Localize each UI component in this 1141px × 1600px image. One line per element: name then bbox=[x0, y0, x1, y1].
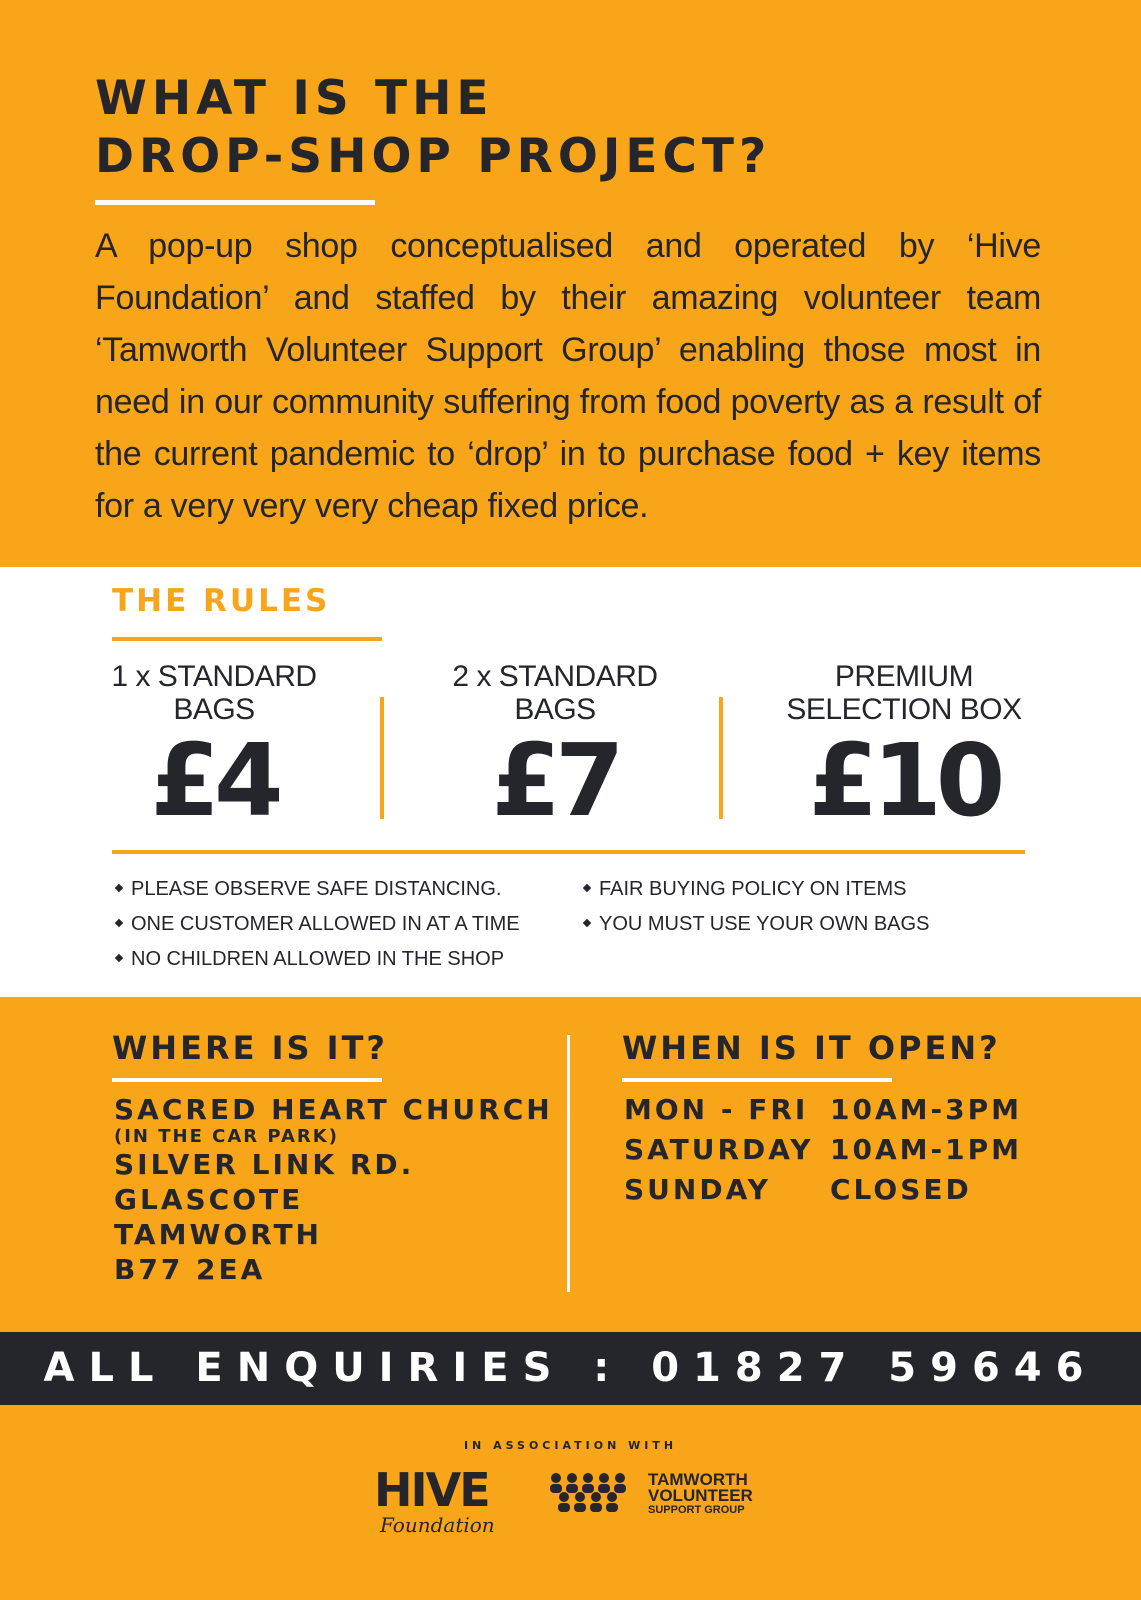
where-underline bbox=[112, 1078, 382, 1082]
address-note: (IN THE CAR PARK) bbox=[114, 1126, 339, 1147]
price-divider bbox=[380, 697, 384, 819]
where-title: WHERE IS IT? bbox=[112, 1029, 388, 1067]
table-row bbox=[624, 1130, 1022, 1170]
price-label-line1: 1 x STANDARD bbox=[111, 660, 317, 693]
title-line-2: DROP-SHOP PROJECT? bbox=[95, 129, 772, 184]
tvsg-line3: SUPPORT GROUP bbox=[648, 1504, 745, 1516]
address-line: GLASCOTE bbox=[114, 1183, 304, 1216]
address-line: TAMWORTH bbox=[114, 1218, 322, 1251]
table-row bbox=[624, 1090, 1022, 1130]
tvsg-line1: TAMWORTH bbox=[648, 1470, 748, 1489]
table-row bbox=[624, 1170, 1022, 1210]
hours-time: 10AM-1PM bbox=[830, 1133, 1022, 1166]
tvsg-line2: VOLUNTEER bbox=[648, 1486, 753, 1505]
hours-day: SUNDAY bbox=[624, 1173, 771, 1206]
address-line: SACRED HEART CHURCH bbox=[114, 1093, 553, 1126]
bullet-icon bbox=[583, 883, 591, 891]
hive-foundation-logo bbox=[372, 1460, 522, 1540]
list-item: ONE CUSTOMER ALLOWED IN AT A TIME bbox=[116, 907, 520, 942]
when-title: WHEN IS IT OPEN? bbox=[622, 1029, 1001, 1067]
page-title bbox=[95, 70, 771, 186]
price-label-line1: 2 x STANDARD bbox=[452, 660, 658, 693]
price-label-line2: BAGS bbox=[514, 693, 596, 726]
rules-title-underline bbox=[112, 637, 382, 641]
price-value: £7 bbox=[491, 722, 619, 839]
rules-title: THE RULES bbox=[112, 583, 331, 619]
price-option-2 bbox=[405, 660, 705, 839]
address-line: SILVER LINK RD. bbox=[114, 1148, 415, 1181]
when-underline bbox=[622, 1078, 892, 1082]
list-item: YOU MUST USE YOUR OWN BAGS bbox=[584, 907, 929, 942]
intro-paragraph: A pop-up shop conceptualised and operated by ‘Hive Foundation’ and staffed by their amazing volunteer team ‘Tamworth Volunteer Support Group’ enabling those most in need in our community suffering from food poverty as a result of the current pandemic to ‘drop’ in to purchase food + key items for a very very very cheap fixed price. bbox=[95, 227, 1041, 525]
list-item: FAIR BUYING POLICY ON ITEMS bbox=[584, 872, 929, 907]
price-option-3 bbox=[754, 660, 1054, 839]
association-label: IN ASSOCIATION WITH bbox=[463, 1439, 678, 1452]
prices-underline bbox=[112, 850, 1025, 854]
hours-time: CLOSED bbox=[830, 1173, 972, 1206]
section-divider bbox=[567, 1035, 570, 1292]
hive-logo-text: HIVE bbox=[374, 1463, 489, 1517]
title-line-1: WHAT IS THE bbox=[95, 71, 494, 126]
bullet-icon bbox=[115, 953, 123, 961]
address-block bbox=[114, 1092, 553, 1287]
people-group-icon bbox=[548, 1470, 636, 1516]
hours-time: 10AM-3PM bbox=[830, 1093, 1022, 1126]
price-option-1 bbox=[64, 660, 364, 839]
hours-day: MON - FRI bbox=[624, 1093, 809, 1126]
bullet-icon bbox=[583, 918, 591, 926]
price-value: £10 bbox=[808, 722, 1000, 839]
bullet-icon bbox=[115, 918, 123, 926]
price-value: £4 bbox=[150, 722, 278, 839]
price-divider bbox=[719, 697, 723, 819]
opening-hours-table bbox=[624, 1090, 1022, 1210]
rules-list-left bbox=[116, 872, 520, 977]
tvsg-logo-text bbox=[648, 1472, 753, 1516]
title-underline bbox=[95, 200, 375, 205]
rules-list-right bbox=[584, 872, 929, 942]
hive-logo-sub: Foundation bbox=[380, 1513, 495, 1537]
price-label-line2: BAGS bbox=[173, 693, 255, 726]
list-item: NO CHILDREN ALLOWED IN THE SHOP bbox=[116, 942, 520, 977]
hours-day: SATURDAY bbox=[624, 1133, 814, 1166]
price-label-line2: SELECTION BOX bbox=[786, 693, 1022, 726]
address-line: B77 2EA bbox=[114, 1253, 266, 1286]
bullet-icon bbox=[115, 883, 123, 891]
enquiries-text: ALL ENQUIRIES : 01827 59646 bbox=[43, 1345, 1098, 1391]
price-label-line1: PREMIUM bbox=[834, 660, 974, 693]
list-item: PLEASE OBSERVE SAFE DISTANCING. bbox=[116, 872, 520, 907]
